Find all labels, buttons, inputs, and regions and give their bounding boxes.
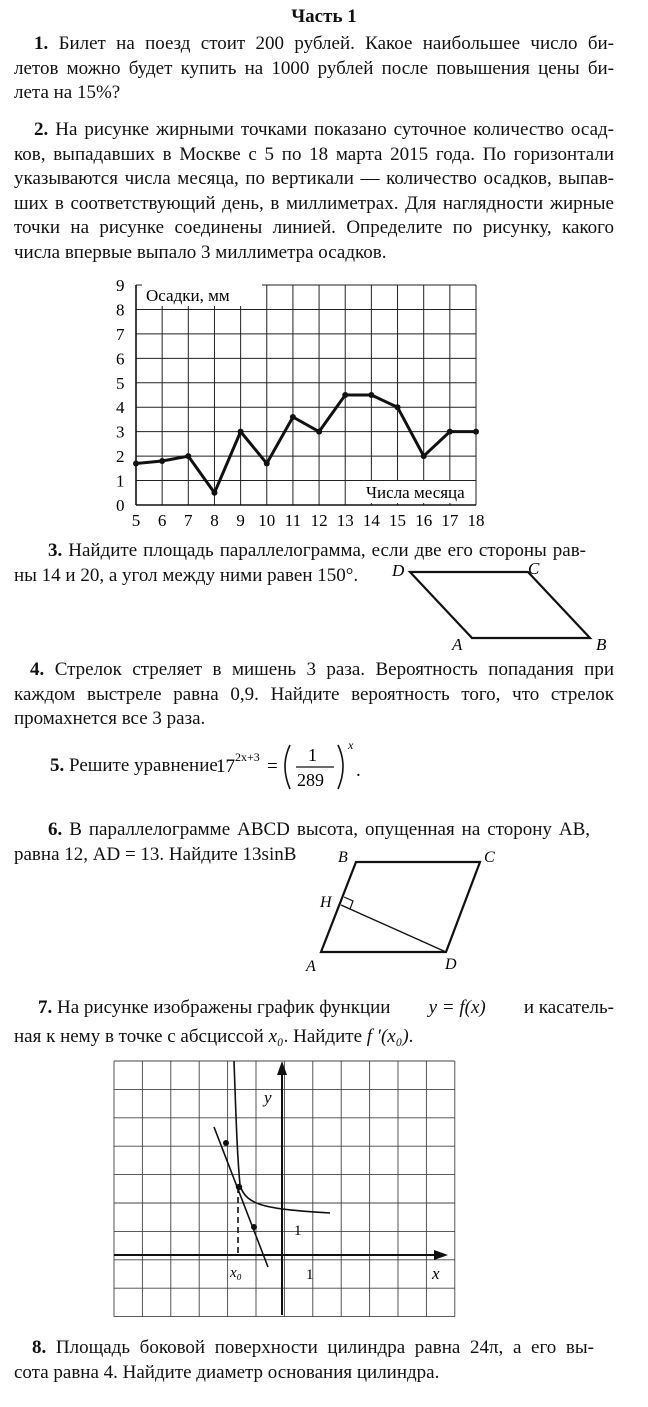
problem-text: На рисунке изображены график функции	[57, 997, 391, 1018]
x0-label: x₀	[230, 1265, 242, 1281]
equation-exponent: 2x+3	[235, 750, 260, 764]
problem-number: 8.	[32, 1337, 47, 1358]
problem-number: 7.	[38, 997, 53, 1018]
x-tick-label: 12	[310, 511, 328, 530]
x-tick-label: 15	[389, 511, 407, 530]
vertex-label-h: H	[320, 894, 332, 911]
vertex-label-d: D	[392, 561, 405, 580]
fraction-denominator: 289	[297, 770, 324, 790]
problem-text-line: ков, выпадавших в Москве с 5 по 18 марта 2015 года. По горизонтали	[14, 143, 614, 165]
equation-period: .	[356, 760, 361, 781]
data-point	[316, 429, 322, 435]
problem-number: 1.	[34, 33, 49, 54]
data-point	[342, 392, 348, 398]
x-tick-label: 9	[236, 511, 245, 530]
problem-text-line: В параллелограмме ABCD высота, опущенная на сторону AB,	[69, 819, 590, 840]
derivative-notation: f ′(x₀)	[366, 1026, 409, 1047]
x-tick-label: 7	[184, 511, 193, 530]
x-tick-label: 8	[210, 511, 219, 530]
x-tick-label: 11	[284, 511, 302, 530]
data-point	[447, 429, 453, 435]
problem-5	[50, 755, 218, 777]
tangency-point	[236, 1184, 242, 1190]
problem-text: ная к нему в точке с абсциссой	[14, 1026, 264, 1047]
tangent-point	[251, 1224, 257, 1230]
problem-text-line: каждом выстреле равна 0,9. Найдите вероятность того, что стрелок	[14, 683, 614, 705]
y-axis-label: y	[264, 1088, 272, 1107]
problem-8	[14, 1336, 594, 1385]
vertex-label-a: A	[452, 635, 463, 654]
function-graph-figure	[110, 1057, 482, 1327]
problem-4	[14, 658, 614, 732]
graph-grid	[114, 1061, 455, 1317]
y-unit-label: 1	[294, 1223, 302, 1239]
data-point	[238, 429, 244, 435]
precipitation-chart	[100, 272, 500, 534]
x-tick-label: 5	[131, 511, 141, 530]
problem-text-line: На рисунке жирными точками показано суточное количество осад-	[55, 119, 614, 140]
problem-text-line: указываются числа месяца, по вертикали — количество осадков, выпав-	[14, 168, 614, 189]
y-axis-label: Осадки, мм	[146, 286, 230, 305]
data-point	[473, 429, 479, 435]
tangent-line	[214, 1127, 268, 1267]
problem-number: 2.	[34, 119, 49, 140]
precipitation-line	[136, 395, 476, 493]
problem-number: 6.	[48, 819, 63, 840]
x-tick-label: 14	[362, 511, 380, 530]
x0-notation: x₀	[268, 1026, 284, 1047]
problem-2	[14, 118, 614, 265]
parallelogram-figure-3	[380, 556, 620, 656]
y-tick-label: 9	[116, 276, 125, 295]
x-axis-label: x	[432, 1264, 440, 1283]
parallelogram-shape	[410, 572, 590, 638]
height-segment	[341, 905, 446, 952]
problem-text-line: Стрелок стреляет в мишень 3 раза. Вероятность попадания при	[54, 659, 614, 680]
x-tick-labels	[132, 511, 485, 530]
problem-text-line: Билет на поезд стоит 200 рублей. Какое наибольшее число би-	[58, 33, 614, 54]
vertex-label-a: A	[306, 958, 316, 975]
equation-5	[210, 735, 370, 797]
data-point	[185, 453, 191, 459]
part-title: Часть 1	[291, 6, 357, 27]
problem-text: .	[408, 1026, 414, 1047]
problem-text-line: ны 14 и 20, а угол между ними равен 150°.	[14, 564, 359, 586]
x-tick-label: 13	[336, 511, 354, 530]
x-axis-label: Числа месяца	[366, 483, 465, 502]
y-tick-label: 8	[116, 300, 125, 320]
problem-text-line: числа впервые выпало 3 миллиметра осадков.	[14, 241, 387, 263]
problem-number: 3.	[48, 540, 63, 561]
fraction-numerator: 1	[308, 745, 317, 765]
data-point	[421, 453, 427, 459]
problem-number: 5.	[50, 755, 65, 776]
data-point	[133, 460, 139, 466]
problem-text: и касатель-	[523, 997, 614, 1018]
chart-grid	[136, 285, 476, 505]
equation-power: x	[348, 738, 354, 752]
y-tick-label: 4	[116, 398, 125, 418]
x-tick-label: 18	[467, 511, 485, 530]
problem-text-line: лета на 15%?	[14, 82, 121, 103]
y-tick-label: 3	[116, 422, 125, 442]
function-notation: y = f(x)	[428, 997, 486, 1018]
y-tick-label: 5	[116, 373, 125, 393]
problem-text-line: ших в соответствующий день, в миллиметрах. Для наглядности жирные	[14, 192, 614, 214]
vertex-label-b: B	[338, 849, 348, 866]
y-tick-label: 2	[116, 447, 125, 467]
data-point	[368, 392, 374, 398]
x-unit-label: 1	[306, 1267, 314, 1283]
x-tick-label: 6	[157, 511, 167, 530]
problem-text-line: равна 12, AD = 13. Найдите 13sinB	[14, 843, 297, 865]
data-point	[290, 414, 296, 420]
data-point	[264, 460, 270, 466]
x-tick-label: 10	[258, 511, 276, 530]
parallelogram-figure-6	[300, 845, 510, 980]
problem-text-line: Найдите площадь параллелограмма, если две его стороны рав-	[68, 540, 587, 561]
y-axis-arrow	[277, 1061, 287, 1075]
equation-equals: =	[267, 756, 278, 777]
y-tick-label: 6	[116, 349, 125, 369]
problem-7	[14, 993, 614, 1051]
y-tick-label: 7	[116, 324, 125, 344]
right-paren	[338, 745, 343, 789]
left-paren	[285, 745, 290, 789]
x-axis-arrow	[434, 1250, 448, 1260]
problem-text: Решите уравнение	[69, 755, 218, 776]
x-tick-label: 17	[441, 511, 459, 530]
equation-base: 17	[216, 756, 235, 777]
tangent-point	[223, 1140, 229, 1146]
vertex-label-c: C	[528, 559, 540, 578]
data-point	[211, 490, 217, 496]
problem-text-line: сота равна 4. Найдите диаметр основания цилиндра.	[14, 1361, 440, 1383]
problem-1	[14, 32, 614, 106]
vertex-label-c: C	[484, 849, 495, 866]
y-tick-label: 0	[116, 496, 125, 515]
data-point	[395, 404, 401, 410]
problem-number: 4.	[30, 659, 45, 680]
vertex-label-b: B	[596, 635, 607, 654]
problem-text: . Найдите	[283, 1026, 363, 1047]
problem-text-line: летов можно будет купить на 1000 рублей после повышения цены би-	[14, 57, 614, 79]
problem-text-line: точки на рисунке соединены линией. Определите по рисунку, какого	[14, 217, 614, 238]
x-tick-label: 16	[415, 511, 433, 530]
problem-text-line: промахнется все 3 раза.	[14, 708, 206, 729]
problem-text-line: Площадь боковой поверхности цилиндра равна 24π, а его вы-	[55, 1337, 594, 1358]
data-point	[159, 458, 165, 464]
y-tick-labels	[116, 276, 125, 515]
y-tick-label: 1	[116, 471, 125, 491]
vertex-label-d: D	[445, 956, 457, 973]
